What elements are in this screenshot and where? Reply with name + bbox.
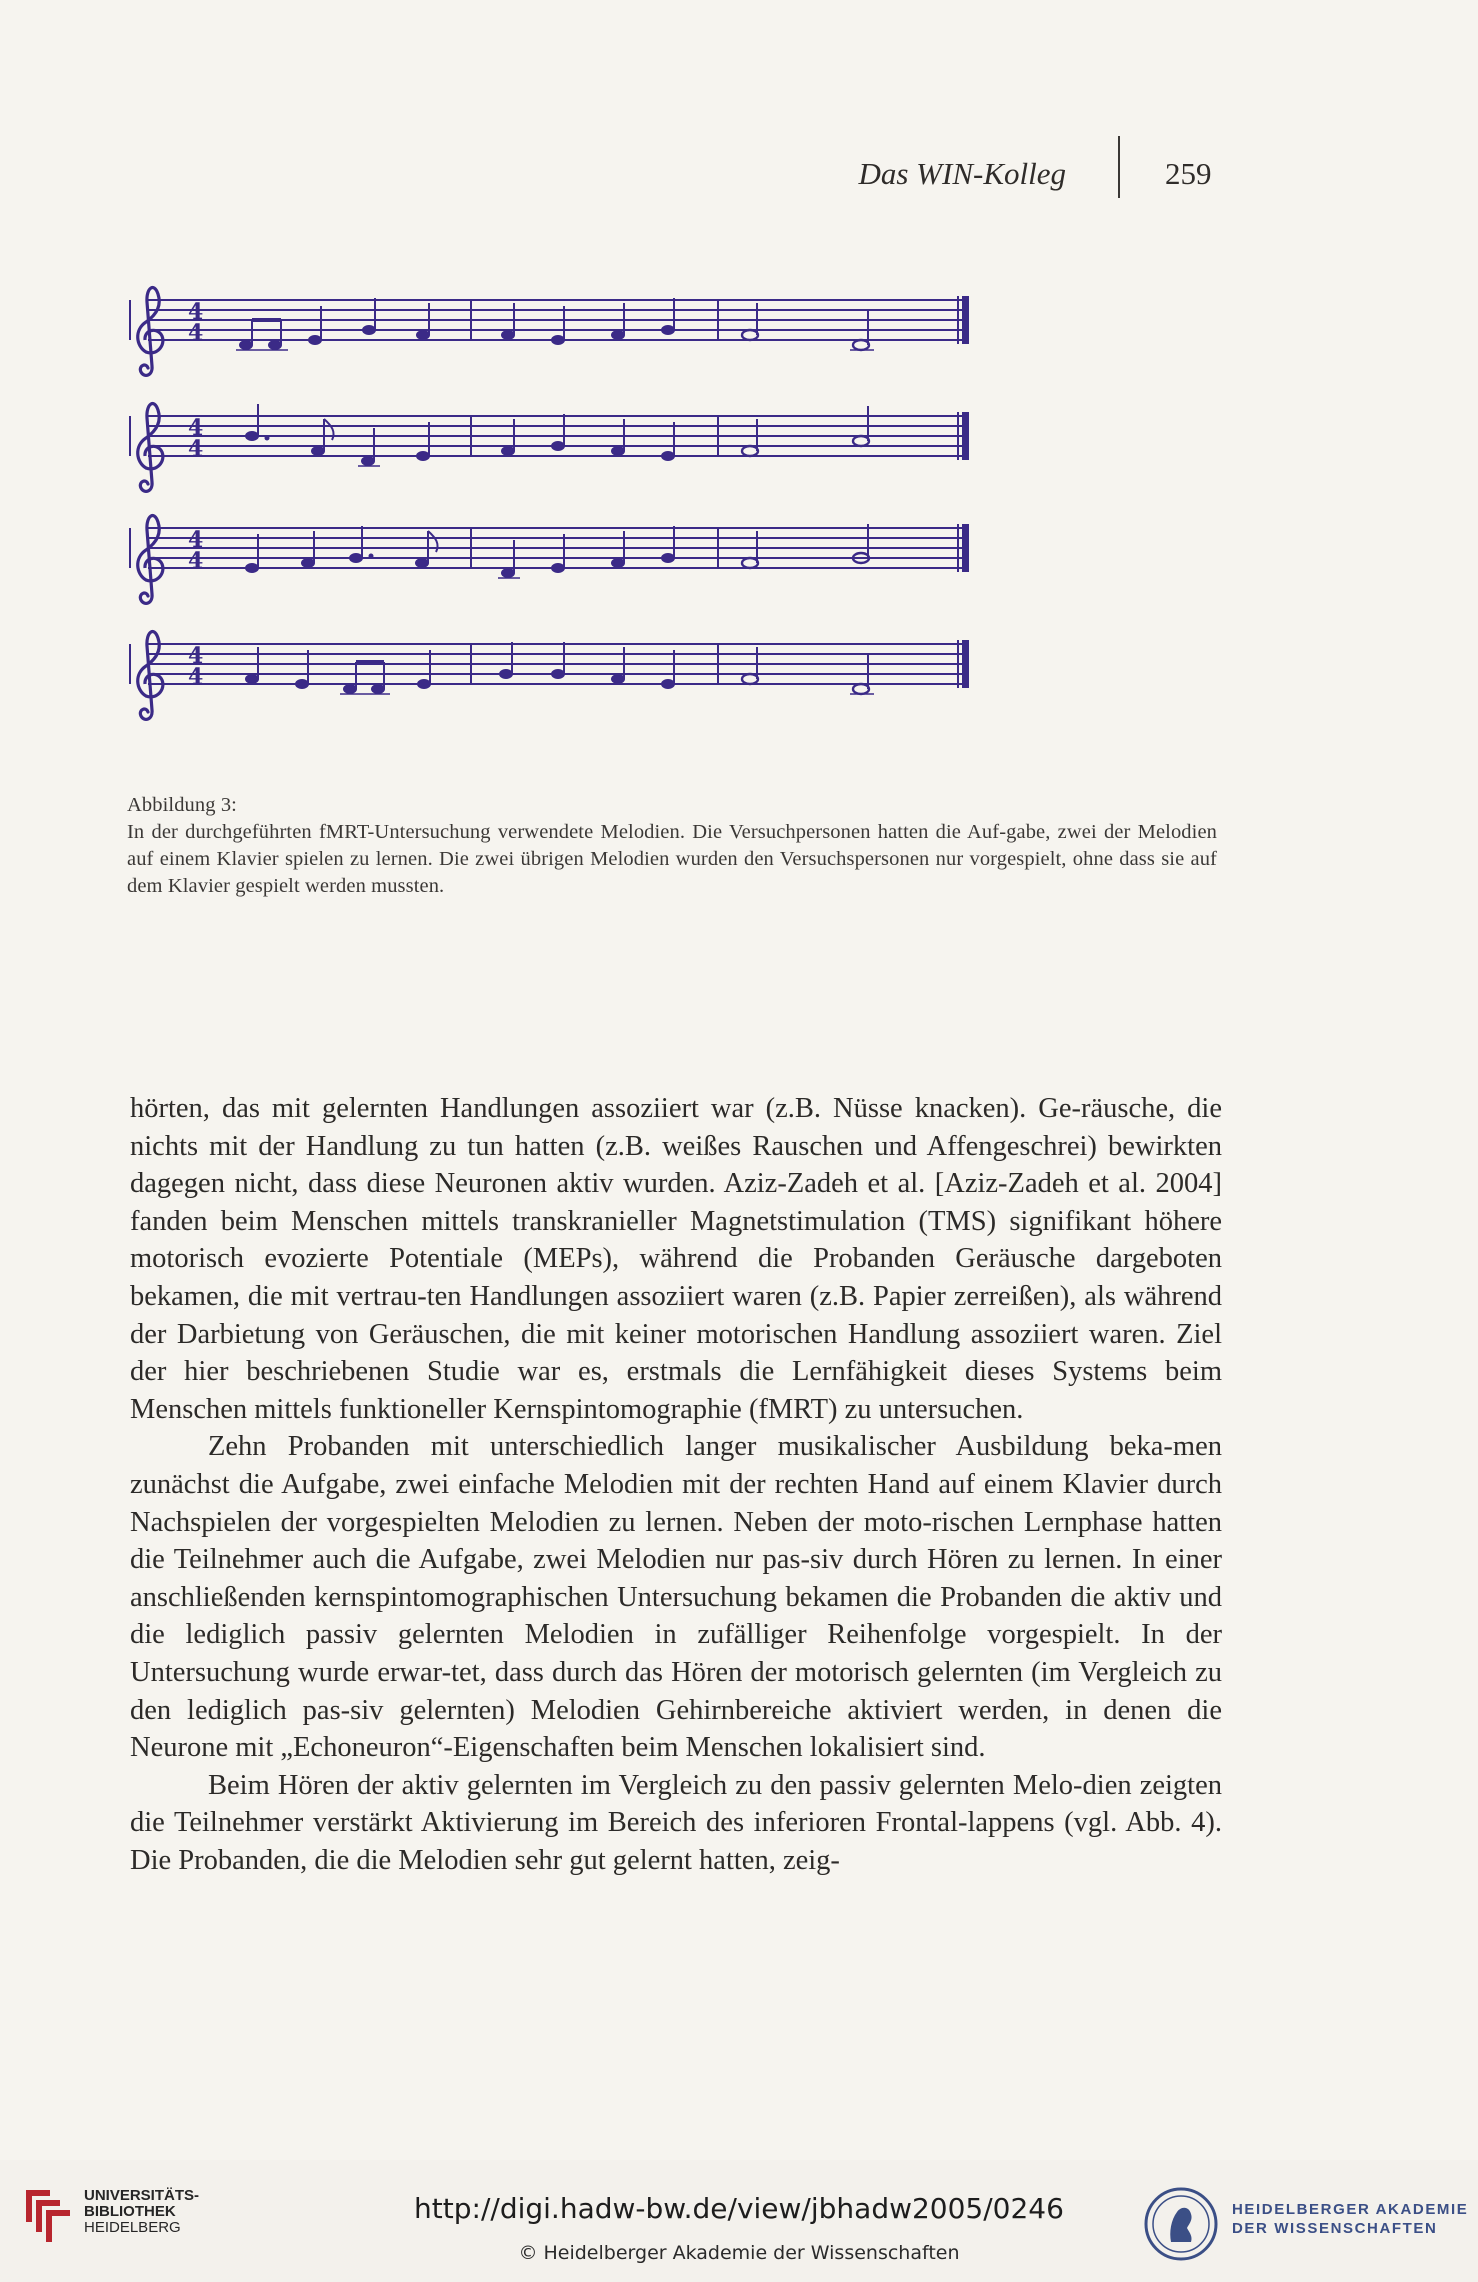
library-name-line3: HEIDELBERG <box>84 2219 181 2236</box>
copyright-notice: © Heidelberger Akademie der Wissenschaften <box>518 2242 960 2264</box>
running-title: Das WIN-Kolleg <box>858 156 1066 191</box>
page-header <box>0 150 1478 200</box>
svg-text:4: 4 <box>188 664 204 690</box>
svg-text:4: 4 <box>188 643 204 669</box>
paragraph-2: Zehn Probanden mit unterschiedlich langer musikalischer Ausbildung beka-men zunächst die Aufgabe, zwei einfache Melodien mit der rechten Hand auf einem Klavier durch Nachspielen der vorgespielten Melodien zu lernen. Neben der moto-rischen Lernphase hatten die Teilnehmer auch die Aufgabe, zwei Melodien nur pas-siv durch Hören zu lernen. In einer anschließenden kernspintomographischen Untersuchung bekamen die Probanden die aktiv und die lediglich passiv gelernten Melodien in zufälliger Reihenfolge vorgespielt. In der Untersuchung wurde erwar-tet, dass durch das Hören der motorisch gelernten (im Vergleich zu den lediglich pas-siv gelernten) Melodien Gehirnbereiche aktiviert werden, in denen die Neurone mit „Echoneuron“-Eigenschaften beim Menschen lokalisiert sind. <box>130 1431 1222 1764</box>
academy-name-line1: HEIDELBERGER AKADEMIE <box>1232 2201 1469 2218</box>
academy-name <box>1232 2200 1468 2238</box>
figure-caption <box>127 792 1217 900</box>
body-text <box>130 1090 1222 1879</box>
staff-2 <box>130 404 969 492</box>
svg-text:4: 4 <box>188 548 204 574</box>
paragraph-1: hörten, das mit gelernten Handlungen assoziiert war (z.B. Nüsse knacken). Ge-räusche, die nichts mit der Handlung zu tun hatten (z.B. weißes Rauschen und Affengeschrei) bewirkten dagegen nicht, dass diese Neuronen aktiv wurden. Aziz-Zadeh et al. [Aziz-Zadeh et al. 2004] fanden beim Menschen mittels transkranieller Magnetstimulation (TMS) signifikant höhere motorisch evozierte Potentiale (MEPs), während die Probanden Geräusche dargeboten bekamen, die mit vertrau-ten Handlungen assoziiert waren (z.B. Papier zerreißen), als während der Darbietung von Geräuschen, die mit keiner motorischen Handlung assoziiert waren. Ziel der hier beschriebenen Studie war es, erstmals die Lernfähigkeit dieses Systems beim Menschen mittels funktioneller Kernspintomographie (fMRT) zu untersuchen. <box>130 1093 1222 1425</box>
staff-1 <box>130 288 969 376</box>
library-name-line1: UNIVERSITÄTS- <box>84 2187 200 2204</box>
staff-3 <box>130 516 969 604</box>
svg-text:4: 4 <box>188 415 204 441</box>
library-name-line2: BIBLIOTHEK <box>84 2203 176 2220</box>
digitization-footer <box>0 2160 1478 2282</box>
page-number: 259 <box>1165 156 1212 191</box>
figure-caption-text: In der durchgeführten fMRT-Untersuchung verwendete Melodien. Die Versuchpersonen hatten die Auf-gabe, zwei der Melodien auf einem Klavier spielen zu lernen. Die zwei übrigen Melodien wurden den Versuchspersonen nur vorgespielt, ohne dass sie auf dem Klavier gespielt werden mussten. <box>127 821 1217 897</box>
svg-text:4: 4 <box>188 299 204 325</box>
header-divider <box>1118 136 1120 198</box>
svg-text:4: 4 <box>188 320 204 346</box>
staff-4 <box>130 632 969 720</box>
svg-text:4: 4 <box>188 436 204 462</box>
svg-text:4: 4 <box>188 527 204 553</box>
academy-seal-icon <box>1143 2186 1219 2262</box>
melody-notation-figure <box>128 270 988 730</box>
academy-name-line2: DER WISSENSCHAFTEN <box>1232 2220 1438 2237</box>
digital-edition-link[interactable]: http://digi.hadw-bw.de/view/jbhadw2005/0246 <box>414 2192 1064 2225</box>
paragraph-3: Beim Hören der aktiv gelernten im Vergleich zu den passiv gelernten Melo-dien zeigten die Teilnehmer verstärkt Aktivierung im Bereich des inferioren Frontal-lappens (vgl. Abb. 4). Die Probanden, die die Melodien sehr gut gelernt hatten, zeig- <box>130 1769 1222 1876</box>
figure-label: Abbildung 3: <box>127 794 237 816</box>
